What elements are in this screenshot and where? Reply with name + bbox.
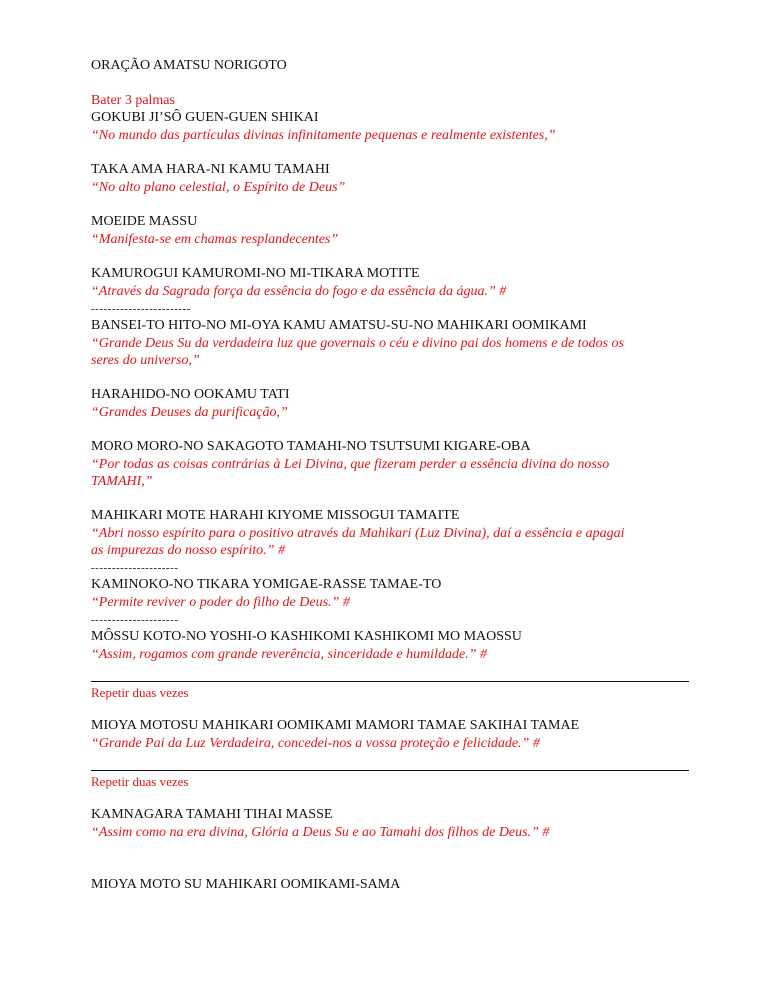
verse-9-translation: “Permite reviver o poder do filho de Deus.” # — [91, 595, 350, 610]
instruction-clap: Bater 3 palmas — [91, 93, 175, 108]
verse-10-japanese: MÔSSU KOTO-NO YOSHI-O KASHIKOMI KASHIKOMI MO MAOSSU — [91, 629, 522, 644]
instruction-repeat: Repetir duas vezes — [91, 685, 189, 700]
horizontal-rule — [91, 770, 689, 771]
verse-7-japanese: MORO MORO-NO SAKAGOTO TAMAHI-NO TSUTSUMI KIGARE-OBA — [91, 439, 531, 454]
verse-3-translation: “Manifesta-se em chamas resplandecentes” — [91, 232, 339, 247]
verse-12-japanese: KAMNAGARA TAMAHI TIHAI MASSE — [91, 807, 333, 822]
separator-dashes: ------------------------ — [91, 303, 191, 315]
separator-dashes: --------------------- — [91, 614, 179, 626]
page-title: ORAÇÃO AMATSU NORIGOTO — [91, 58, 287, 73]
verse-7-translation-line2: TAMAHI,” — [91, 474, 153, 489]
verse-7-translation-line1: “Por todas as coisas contrárias à Lei Divina, que fizeram perder a essência divina do nosso — [91, 457, 610, 472]
verse-2-translation: “No alto plano celestial, o Espírito de Deus” — [91, 180, 346, 195]
verse-11-translation: “Grande Pai da Luz Verdadeira, concedei-nos a vossa proteção e felicidade.” # — [91, 736, 540, 751]
verse-5-japanese: BANSEI-TO HITO-NO MI-OYA KAMU AMATSU-SU-NO MAHIKARI OOMIKAMI — [91, 318, 587, 333]
instruction-repeat: Repetir duas vezes — [91, 774, 189, 789]
verse-4-translation: “Através da Sagrada força da essência do fogo e da essência da água.” # — [91, 284, 507, 299]
horizontal-rule — [91, 681, 689, 682]
verse-9-japanese: KAMINOKO-NO TIKARA YOMIGAE-RASSE TAMAE-TO — [91, 577, 442, 592]
verse-1-japanese: GOKUBI JI’SÔ GUEN-GUEN SHIKAI — [91, 110, 319, 125]
verse-8-translation-line1: “Abri nosso espírito para o positivo através da Mahikari (Luz Divina), daí a essência e apagai — [91, 526, 625, 541]
verse-6-translation: “Grandes Deuses da purificação,” — [91, 405, 288, 420]
closing-line: MIOYA MOTO SU MAHIKARI OOMIKAMI-SAMA — [91, 877, 401, 892]
verse-3-japanese: MOEIDE MASSU — [91, 214, 198, 229]
verse-8-translation-line2: as impurezas do nosso espírito.” # — [91, 543, 285, 558]
verse-5-translation-line1: “Grande Deus Su da verdadeira luz que governais o céu e divino pai dos homens e de todos os — [91, 336, 624, 351]
verse-5-translation-line2: seres do universo,” — [91, 353, 200, 368]
verse-2-japanese: TAKA AMA HARA-NI KAMU TAMAHI — [91, 162, 330, 177]
separator-dashes: --------------------- — [91, 562, 179, 574]
verse-1-translation: “No mundo das partículas divinas infinitamente pequenas e realmente existentes,” — [91, 128, 556, 143]
verse-11-japanese: MIOYA MOTOSU MAHIKARI OOMIKAMI MAMORI TAMAE SAKIHAI TAMAE — [91, 718, 580, 733]
verse-4-japanese: KAMUROGUI KAMUROMI-NO MI-TIKARA MOTITE — [91, 266, 420, 281]
verse-8-japanese: MAHIKARI MOTE HARAHI KIYOME MISSOGUI TAMAITE — [91, 508, 460, 523]
verse-10-translation: “Assim, rogamos com grande reverência, sinceridade e humildade.” # — [91, 647, 487, 662]
verse-12-translation: “Assim como na era divina, Glória a Deus Su e ao Tamahi dos filhos de Deus.” # — [91, 825, 550, 840]
verse-6-japanese: HARAHIDO-NO OOKAMU TATI — [91, 387, 290, 402]
